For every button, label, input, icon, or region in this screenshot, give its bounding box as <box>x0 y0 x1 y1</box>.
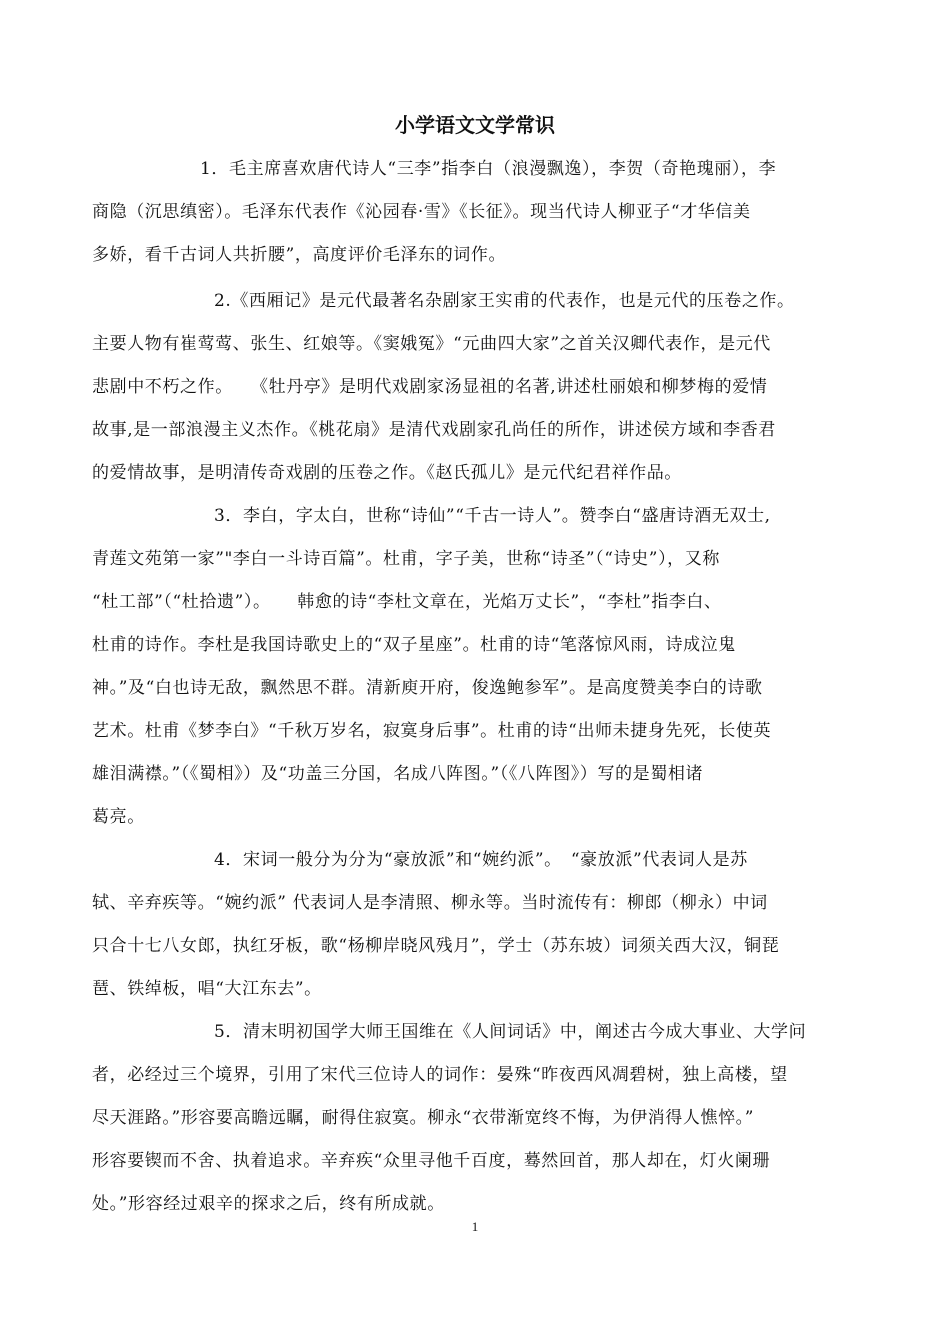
paragraph-3-line-5: 神。”及“白也诗无敌，飘然思不群。清新庾开府，俊逸鲍参军”。是高度赞美李白的诗歌 <box>92 678 763 698</box>
paragraph-3-line-1: 3．李白，字太白，世称“诗仙”“千古一诗人”。赞李白“盛唐诗酒无双士, <box>214 506 771 526</box>
paragraph-3-line-6: 艺术。杜甫《梦李白》“千秋万岁名，寂寞身后事”。杜甫的诗“出师未捷身先死，长使英 <box>92 721 772 741</box>
paragraph-4-line-1: 4．宋词一般分为分为“豪放派”和“婉约派”。 “豪放派”代表词人是苏 <box>214 850 748 870</box>
paragraph-3-line-4: 杜甫的诗作。李杜是我国诗歌史上的“双子星座”。杜甫的诗“笔落惊风雨，诗成泣鬼 <box>92 635 736 655</box>
paragraph-4-line-4: 琶、铁绰板，唱“大江东去”。 <box>92 979 322 999</box>
paragraph-1-line-2: 商隐（沉思缜密）。毛泽东代表作《沁园春·雪》《长征》。现当代诗人柳亚子“才华信美 <box>92 202 751 222</box>
paragraph-2-line-2: 主要人物有崔莺莺、张生、红娘等。《窦娥冤》“元曲四大家”之首关汉卿代表作，是元代 <box>92 334 771 354</box>
paragraph-5-line-4: 形容要锲而不舍、执着追求。辛弃疾“众里寻他千百度，蓦然回首，那人却在，灯火阑珊 <box>92 1151 771 1171</box>
document-title: 小学语文文学常识 <box>395 113 555 137</box>
paragraph-1-line-3: 多娇，看千古词人共折腰”，高度评价毛泽东的词作。 <box>92 245 507 265</box>
paragraph-2-line-1: 2.《西厢记》是元代最著名杂剧家王实甫的代表作，也是元代的压卷之作。 <box>214 291 795 311</box>
paragraph-2-line-3: 悲剧中不朽之作。 《牡丹亭》是明代戏剧家汤显祖的名著,讲述杜丽娘和柳梦梅的爱情 <box>92 377 768 397</box>
paragraph-3-line-7: 雄泪满襟。”（《蜀相》）及“功盖三分国，名成八阵图。”（《八阵图》）写的是蜀相诸 <box>92 764 704 784</box>
paragraph-3-line-2: 青莲文苑第一家”"李白一斗诗百篇”。杜甫，字子美，世称“诗圣”（“诗史”），又称 <box>92 549 720 569</box>
paragraph-3-line-8: 葛亮。 <box>92 807 145 827</box>
paragraph-2-line-5: 的爱情故事，是明清传奇戏剧的压卷之作。《赵氏孤儿》是元代纪君祥作品。 <box>92 463 682 483</box>
paragraph-5-line-2: 者，必经过三个境界，引用了宋代三位诗人的词作：晏殊“昨夜西风凋碧树，独上高楼，望 <box>92 1065 788 1085</box>
paragraph-1-line-1: 1．毛主席喜欢唐代诗人“三李”指李白（浪漫飘逸），李贺（奇艳瑰丽），李 <box>200 159 777 179</box>
paragraph-4-line-3: 只合十七八女郎，执红牙板，歌“杨柳岸晓风残月”，学士（苏东坡）词须关西大汉，铜琵 <box>92 936 780 956</box>
paragraph-5-line-5: 处。”形容经过艰辛的探求之后，终有所成就。 <box>92 1194 445 1214</box>
paragraph-3-line-3: “杜工部”（“杜拾遗”）。 韩愈的诗“李杜文章在，光焰万丈长”，“李杜”指李白、 <box>92 592 722 612</box>
page-number: 1 <box>471 1219 479 1234</box>
paragraph-5-line-1: 5．清末明初国学大师王国维在《人间词话》中，阐述古今成大事业、大学问 <box>214 1022 807 1042</box>
paragraph-2-line-4: 故事,是一部浪漫主义杰作。《桃花扇》是清代戏剧家孔尚任的所作，讲述侯方域和李香君 <box>92 420 776 440</box>
paragraph-5-line-3: 尽天涯路。”形容要高瞻远瞩，耐得住寂寞。柳永“衣带渐宽终不悔，为伊消得人憔悴。” <box>92 1108 755 1128</box>
paragraph-4-line-2: 轼、辛弃疾等。“婉约派” 代表词人是李清照、柳永等。当时流传有：柳郎（柳永）中词 <box>92 893 768 913</box>
